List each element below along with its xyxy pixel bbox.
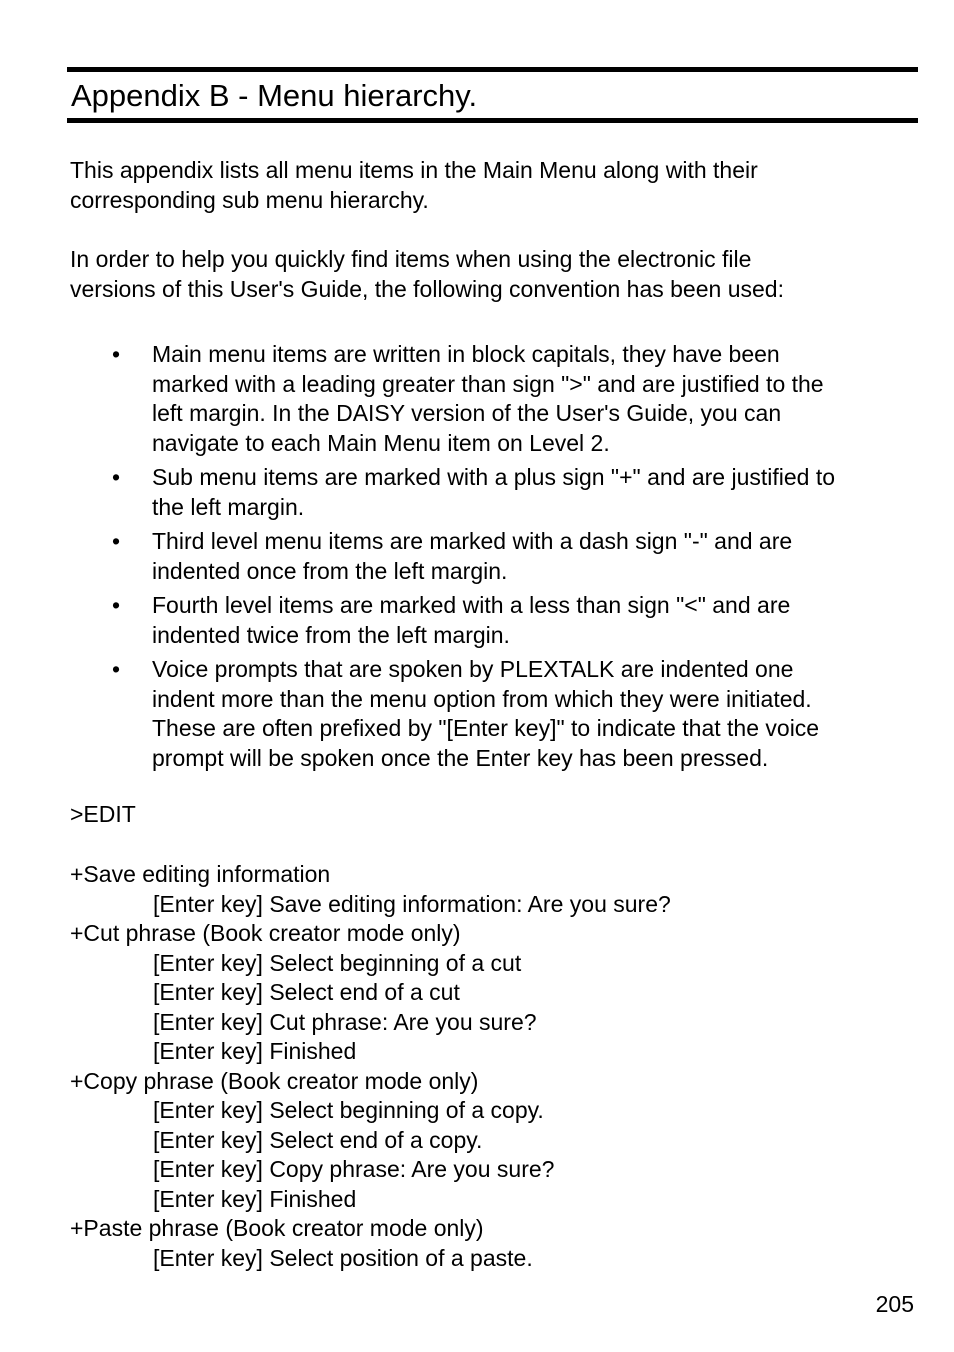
voice-prompt: [Enter key] Cut phrase: Are you sure? [153, 1008, 537, 1035]
bullet-line: navigate to each Main Menu item on Level 2. [152, 429, 610, 456]
convention-paragraph-line-1: In order to help you quickly find items when using the electronic file [70, 246, 752, 272]
bullet-icon: • [112, 528, 121, 554]
bullet-line: Third level menu items are marked with a dash sign "-" and are [152, 528, 793, 554]
convention-paragraph-line-2: versions of this User's Guide, the following convention has been used: [70, 276, 784, 302]
page-number: 205 [875, 1291, 914, 1317]
edit-menu-hierarchy [70, 860, 671, 1273]
bullet-icon: • [112, 464, 121, 490]
bullet-line: the left margin. [152, 493, 305, 520]
bullet-item-fourth-level [70, 591, 930, 650]
intro-paragraph-line-2: corresponding sub menu hierarchy. [70, 187, 429, 213]
bullet-item-third-level [70, 527, 930, 586]
voice-prompt: [Enter key] Copy phrase: Are you sure? [153, 1156, 555, 1182]
bullet-line: Sub menu items are marked with a plus sign "+" and are justified to [152, 464, 836, 490]
bullet-line: indented twice from the left margin. [152, 621, 510, 648]
main-menu-item-edit: >EDIT [70, 801, 136, 827]
bullet-line: indent more than the menu option from which they were initiated. [152, 685, 812, 712]
bullet-line: left margin. In the DAISY version of the User's Guide, you can [152, 400, 782, 426]
bullet-line: indented once from the left margin. [152, 557, 508, 584]
convention-bullet-list [70, 340, 930, 778]
voice-prompt: [Enter key] Select end of a copy. [153, 1126, 483, 1153]
voice-prompt: [Enter key] Finished [153, 1038, 357, 1064]
bullet-line: prompt will be spoken once the Enter key has been pressed. [152, 744, 769, 771]
bullet-icon: • [112, 656, 121, 682]
bullet-item-main-menu [70, 340, 930, 458]
sub-menu-item: +Save editing information [70, 861, 331, 887]
intro-paragraph-line-1: This appendix lists all menu items in the Main Menu along with their [70, 157, 758, 183]
bullet-item-sub-menu [70, 463, 930, 522]
bullet-line: Main menu items are written in block capitals, they have been [152, 341, 780, 367]
bullet-line: Voice prompts that are spoken by PLEXTALK are indented one [152, 656, 794, 682]
bullet-item-voice-prompts [70, 655, 930, 773]
section-heading-block [67, 67, 918, 123]
voice-prompt: [Enter key] Select end of a cut [153, 979, 460, 1005]
bullet-line: Fourth level items are marked with a less than sign "<" and are [152, 592, 791, 618]
voice-prompt: [Enter key] Select position of a paste. [153, 1244, 533, 1271]
bullet-icon: • [112, 341, 121, 367]
sub-menu-item: +Cut phrase (Book creator mode only) [70, 920, 461, 946]
voice-prompt: [Enter key] Select beginning of a cut [153, 949, 522, 976]
bullet-line: marked with a leading greater than sign ">" and are justified to the [152, 370, 824, 397]
bullet-line: These are often prefixed by "[Enter key]" to indicate that the voice [152, 715, 820, 741]
voice-prompt: [Enter key] Finished [153, 1185, 357, 1212]
bullet-icon: • [112, 592, 121, 618]
page-title: Appendix B - Menu hierarchy. [71, 78, 478, 113]
voice-prompt: [Enter key] Select beginning of a copy. [153, 1097, 544, 1123]
voice-prompt: [Enter key] Save editing information: Are you sure? [153, 890, 671, 917]
sub-menu-item: +Paste phrase (Book creator mode only) [70, 1215, 484, 1241]
sub-menu-item: +Copy phrase (Book creator mode only) [70, 1067, 479, 1094]
